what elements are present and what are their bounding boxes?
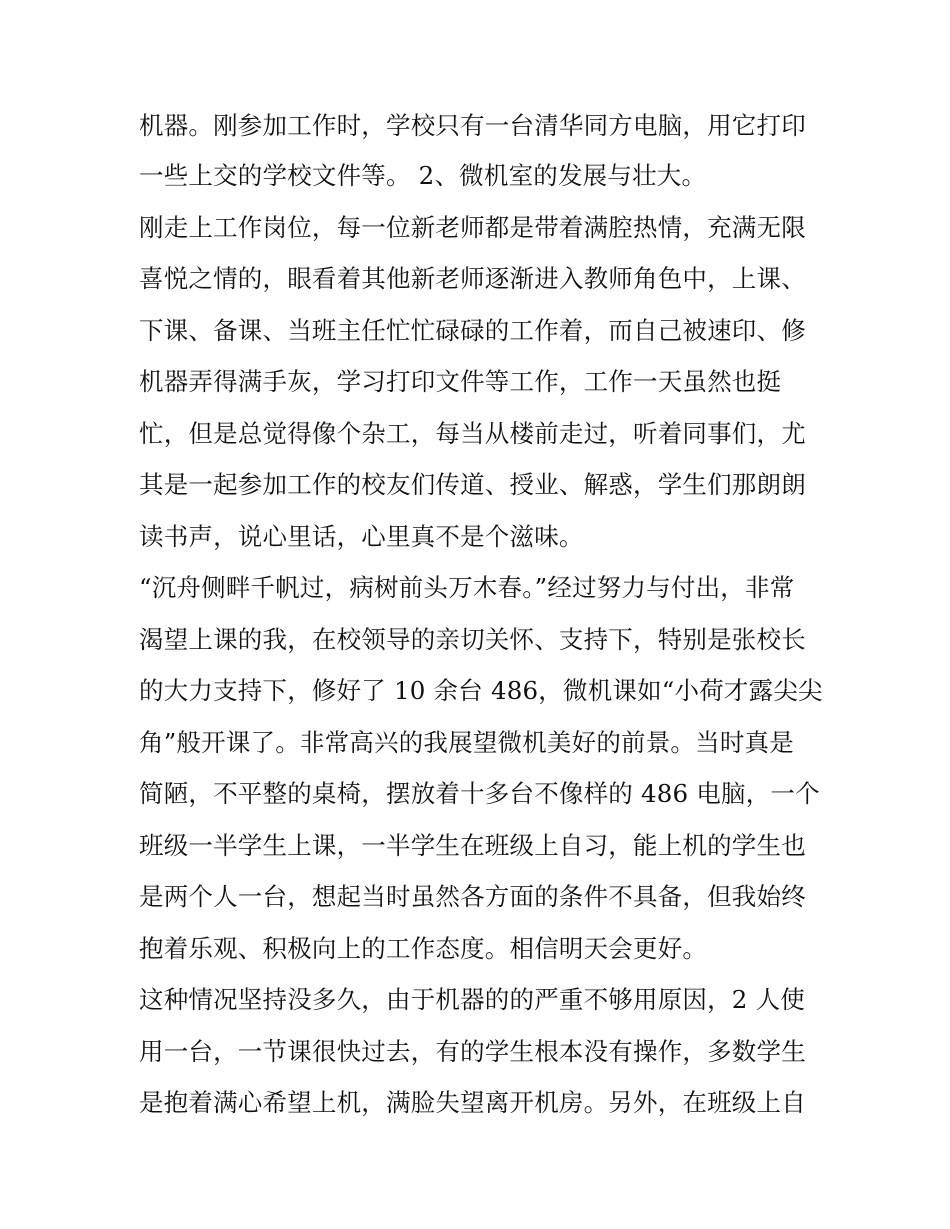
text-line: 是两个人一台，想起当时虽然各方面的条件不具备，但我始终: [139, 882, 806, 911]
text-line: 机器。刚参加工作时，学校只有一台清华同方电脑，用它打印: [139, 111, 806, 140]
text-line: 班级一半学生上课，一半学生在班级上自习，能上机的学生也: [139, 831, 806, 860]
text-line: 刚走上工作岗位，每一位新老师都是带着满腔热情，充满无限: [139, 213, 806, 242]
text-line: 角”般开课了。非常高兴的我展望微机美好的前景。当时真是: [139, 728, 794, 757]
text-line: 机器弄得满手灰，学习打印文件等工作，工作一天虽然也挺: [139, 367, 782, 396]
text-line: 简陋，不平整的桌椅，摆放着十多台不像样的 486 电脑，一个: [139, 779, 820, 808]
text-line: “沉舟侧畔千帆过，病树前头万木春。”经过努力与付出，非常: [139, 573, 795, 602]
text-line: 下课、备课、当班主任忙忙碌碌的工作着，而自己被速印、修: [139, 316, 806, 345]
text-line: 用一台，一节课很快过去，有的学生根本没有操作，多数学生: [139, 1037, 806, 1066]
text-line: 是抱着满心希望上机，满脸失望离开机房。另外，在班级上自: [139, 1088, 806, 1117]
text-line: 一些上交的学校文件等。 2、微机室的发展与壮大。: [139, 161, 707, 190]
text-line: 忙，但是总觉得像个杂工，每当从楼前走过，听着同事们，尤: [139, 419, 806, 448]
text-line: 抱着乐观、积极向上的工作态度。相信明天会更好。: [139, 934, 708, 963]
text-line: 这种情况坚持没多久，由于机器的的严重不够用原因，2 人使: [139, 985, 805, 1014]
text-line: 渴望上课的我，在校领导的亲切关怀、支持下，特别是张校长: [139, 625, 806, 654]
text-line: 其是一起参加工作的校友们传道、授业、解惑，学生们那朗朗: [139, 470, 806, 499]
text-line: 读书声，说心里话，心里真不是个滋味。: [139, 522, 584, 551]
text-line: 喜悦之情的，眼看着其他新老师逐渐进入教师角色中，上课、: [139, 264, 806, 293]
text-line: 的大力支持下，修好了 10 余台 486，微机课如“小荷才露尖尖: [139, 676, 823, 705]
